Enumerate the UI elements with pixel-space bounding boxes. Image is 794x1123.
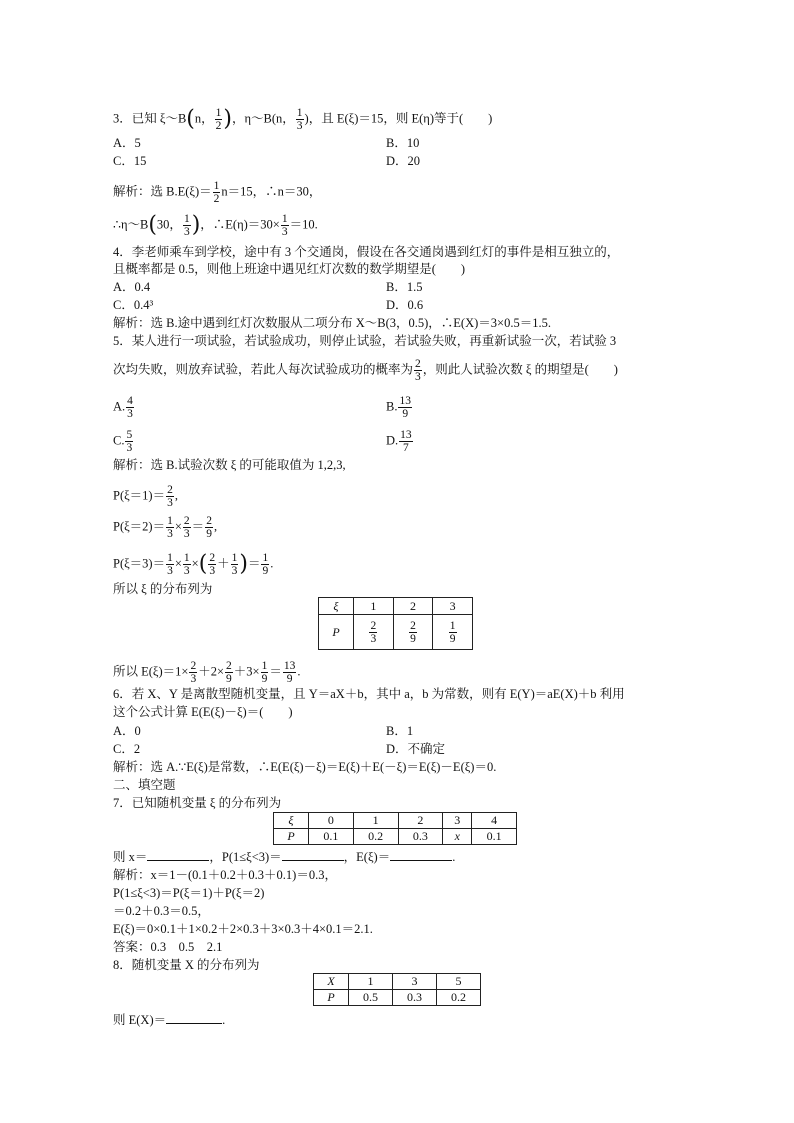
table-cell: 3 <box>443 813 472 829</box>
fraction <box>225 660 233 685</box>
table-row <box>319 615 473 650</box>
fraction <box>296 107 304 132</box>
text: , <box>174 488 178 503</box>
frac-den: 9 <box>449 632 456 645</box>
frac-den: 3 <box>209 565 216 577</box>
frac-num: 4 <box>127 395 133 407</box>
frac-den: 3 <box>370 632 377 645</box>
frac-den: 9 <box>261 673 268 685</box>
paren-open: ( <box>148 212 157 238</box>
table-cell: 4 <box>472 813 517 829</box>
frac-num: 1 <box>449 619 456 632</box>
table-cell <box>393 615 433 650</box>
q5-option-d <box>386 429 414 454</box>
paren-open: ( <box>198 551 208 577</box>
table-cell: 3 <box>393 974 437 990</box>
frac-num: 2 <box>410 619 416 632</box>
table-cell: 5 <box>437 974 481 990</box>
table-cell: 0.5 <box>349 990 393 1006</box>
q5-option-b <box>386 395 413 420</box>
q7-solution-2: P(1≤ξ<3)＝P(ξ＝1)＋P(ξ＝2) <box>113 886 265 900</box>
text: ，P(1≤ξ<3)＝ <box>209 850 282 864</box>
fraction <box>205 515 213 540</box>
fraction <box>281 213 289 238</box>
table-cell: 1 <box>353 813 398 829</box>
frac-num: 1 <box>262 552 269 564</box>
q4-stem-line2: 且概率都是 0.5，则他上班途中遇见红灯次数的数学期望是( ) <box>113 262 466 276</box>
frac-num: 1 <box>183 552 190 564</box>
frac-den: 3 <box>183 226 190 238</box>
q6-stem-line1: 6．若 X、Y 是离散型随机变量，且 Y＝aX＋b，其中 a，b 为常数，则有 E(Y)＝aE(X)＋b 利用 <box>113 687 625 701</box>
text: 解析：选 B.E(ξ)＝ <box>113 184 212 199</box>
q5-p3 <box>113 552 273 577</box>
fraction <box>398 395 412 420</box>
text: , <box>213 519 218 534</box>
q5-p2 <box>113 515 217 540</box>
table-header-cell <box>274 813 309 829</box>
text: . <box>222 1013 226 1027</box>
paren-close: ) <box>223 106 232 132</box>
table-cell: 0.1 <box>472 829 517 845</box>
text: 30， <box>156 217 182 232</box>
q3-stem-b: ，η～B(n， <box>232 111 295 126</box>
fraction <box>261 660 269 685</box>
text: X <box>327 974 335 988</box>
table-row <box>314 990 481 1006</box>
table-header-cell <box>314 990 349 1006</box>
text: ＋ <box>217 556 230 571</box>
frac-num: 1 <box>296 107 303 119</box>
frac-den: 9 <box>206 528 212 540</box>
q7-stem: 7．已知随机变量 ξ 的分布列为 <box>113 796 282 810</box>
frac-den: 3 <box>415 371 421 383</box>
text: × <box>174 519 182 534</box>
table-cell: 1 <box>354 598 394 615</box>
text: × <box>174 556 182 571</box>
frac-num: 2 <box>167 484 173 496</box>
table-cell: 2 <box>393 598 433 615</box>
q4-option-d: D．0.6 <box>386 298 424 312</box>
q3-solution-1 <box>113 180 321 205</box>
answer-blank[interactable] <box>147 849 209 861</box>
fraction <box>125 429 133 454</box>
q5-p1 <box>113 484 178 509</box>
text: ＋3× <box>233 664 260 679</box>
q4-solution: 解析：选 B.途中遇到红灯次数服从二项分布 X～B(3，0.5)，∴E(X)＝3×0.5＝1.5. <box>113 316 551 330</box>
frac-num: 1 <box>183 213 190 225</box>
frac-den: 9 <box>410 632 416 645</box>
q3-stem-c: )，且 E(ξ)＝15，则 E(η)等于( ) <box>304 111 493 126</box>
text: n＝15，∴n＝30， <box>221 184 322 199</box>
paren-close: ) <box>191 212 201 238</box>
q5-distribution-table <box>318 597 473 650</box>
table-cell: 0.2 <box>437 990 481 1006</box>
fraction <box>399 429 413 454</box>
text: P(ξ＝3)＝ <box>113 556 166 571</box>
fraction <box>215 107 223 132</box>
q6-option-c: C．2 <box>113 742 141 756</box>
fraction <box>261 552 269 577</box>
text: ＋2× <box>198 664 225 679</box>
frac-num: 2 <box>226 660 232 672</box>
text: ，∴E(η)＝30× <box>200 217 280 232</box>
q6-stem-line2: 这个公式计算 E(E(ξ)－ξ)＝( ) <box>113 705 293 719</box>
text: ＝ <box>269 664 282 679</box>
fraction <box>183 213 191 238</box>
frac-den: 9 <box>286 673 293 685</box>
frac-num: 1 <box>231 552 238 564</box>
frac-den: 3 <box>296 120 303 132</box>
text: ，则此人试验次数 ξ 的期望是( ) <box>422 362 618 377</box>
frac-den: 7 <box>403 442 409 454</box>
frac-num: 5 <box>126 429 133 441</box>
frac-den: 3 <box>127 408 133 420</box>
q3-stem-n: n， <box>194 111 214 126</box>
q7-distribution-table <box>273 812 517 845</box>
fraction <box>166 552 174 577</box>
table-row <box>314 974 481 990</box>
table-cell: 2 <box>398 813 443 829</box>
table-cell: 3 <box>433 598 473 615</box>
q6-option-b: B．1 <box>386 724 414 738</box>
text: B. <box>386 399 398 414</box>
fraction <box>183 515 191 540</box>
fraction <box>231 552 239 577</box>
q5-stem-line1: 5．某人进行一项试验，若试验成功，则停止试验，若试验失败，再重新试验一次，若试验 3 <box>113 334 617 348</box>
q8-question <box>113 1012 225 1028</box>
frac-num: 13 <box>400 429 412 441</box>
q7-solution-1: 解析：x＝1－(0.1＋0.2＋0.3＋0.1)＝0.3， <box>113 868 337 882</box>
q8-distribution-table <box>313 973 481 1006</box>
fraction <box>166 515 174 540</box>
frac-num: 2 <box>415 358 421 370</box>
table-row <box>319 598 473 615</box>
q6-option-d: D．不确定 <box>386 742 446 756</box>
q7-question <box>113 849 455 865</box>
table-cell: 0 <box>309 813 354 829</box>
frac-den: 3 <box>167 528 173 540</box>
fraction <box>213 180 221 205</box>
text: x <box>454 829 460 843</box>
text: . <box>452 850 456 864</box>
text: ξ <box>333 598 339 613</box>
table-header-cell <box>314 974 349 990</box>
frac-den: 3 <box>167 565 173 577</box>
table-cell: 1 <box>349 974 393 990</box>
q5-option-c <box>113 429 134 454</box>
q6-option-a: A．0 <box>113 724 141 738</box>
frac-num: 1 <box>167 515 173 527</box>
q3-stem <box>113 107 492 132</box>
q4-option-a: A．0.4 <box>113 280 151 294</box>
frac-num: 13 <box>399 395 411 407</box>
fraction <box>369 620 377 645</box>
text: . <box>297 664 301 679</box>
table-cell <box>433 615 473 650</box>
fraction <box>183 552 191 577</box>
frac-den: 3 <box>183 528 190 540</box>
frac-den: 9 <box>262 565 269 577</box>
frac-num: 1 <box>261 660 268 672</box>
text: A. <box>113 399 126 414</box>
q5-option-a <box>113 395 135 420</box>
text: 则 E(X)＝ <box>113 1013 167 1027</box>
fraction <box>208 552 216 577</box>
answer-blank[interactable] <box>282 849 344 861</box>
frac-den: 3 <box>183 565 190 577</box>
frac-den: 2 <box>213 193 220 205</box>
frac-den: 3 <box>231 565 238 577</box>
table-header-cell <box>274 829 309 845</box>
table-header-cell <box>319 615 354 650</box>
q4-option-b: B．1.5 <box>386 280 423 294</box>
q4-option-c: C．0.4³ <box>113 298 154 312</box>
text: P <box>332 624 340 639</box>
q8-stem: 8．随机变量 X 的分布列为 <box>113 958 260 972</box>
paren-open: ( <box>186 106 195 132</box>
q5-distribution-intro: 所以 ξ 的分布列为 <box>113 582 213 596</box>
fraction <box>409 620 417 645</box>
text: ＝ <box>247 556 261 571</box>
q3-option-a: A．5 <box>113 136 141 150</box>
text: P <box>287 829 295 843</box>
frac-den: 9 <box>226 673 232 685</box>
text: × <box>191 556 199 571</box>
text: D. <box>386 433 399 448</box>
table-header-cell <box>319 598 354 615</box>
fraction <box>166 484 174 509</box>
frac-num: 2 <box>370 619 377 632</box>
table-cell: 0.3 <box>398 829 443 845</box>
frac-den: 3 <box>281 226 288 238</box>
fraction <box>126 395 134 420</box>
q7-answer: 答案：0.3 0.5 2.1 <box>113 940 223 954</box>
text: P <box>327 990 335 1004</box>
table-row <box>274 813 517 829</box>
q6-solution: 解析：选 A.∵E(ξ)是常数，∴E(E(ξ)－ξ)＝E(ξ)＋E(－ξ)＝E(ξ)－E(ξ)＝0. <box>113 760 497 774</box>
fraction <box>449 620 457 645</box>
frac-num: 13 <box>283 660 296 672</box>
q7-solution-4: E(ξ)＝0×0.1＋1×0.2＋2×0.3＋3×0.3＋4×0.1＝2.1. <box>113 922 373 936</box>
frac-den: 3 <box>167 497 173 509</box>
frac-num: 2 <box>206 515 212 527</box>
section-heading: 二、填空题 <box>113 778 176 792</box>
q4-stem-line1: 4．李老师乘车到学校，途中有 3 个交通岗，假设在各交通岗遇到红灯的事件是相互独立的， <box>113 245 620 259</box>
frac-num: 1 <box>167 552 173 564</box>
text: ξ <box>288 813 294 827</box>
text: 所以 E(ξ)＝1× <box>113 664 189 679</box>
q7-solution-3: ＝0.2＋0.3＝0.5， <box>113 904 210 918</box>
q3-solution-2 <box>113 213 318 238</box>
text: ，E(ξ)＝ <box>343 850 391 864</box>
text: ＝10. <box>289 217 318 232</box>
frac-num: 2 <box>190 660 197 672</box>
table-cell: 0.2 <box>353 829 398 845</box>
table-cell <box>354 615 394 650</box>
frac-num: 2 <box>209 552 216 564</box>
q3-option-b: B．10 <box>386 136 420 150</box>
fraction <box>414 358 422 383</box>
answer-blank[interactable] <box>166 1012 222 1024</box>
paren-close: ) <box>239 551 248 577</box>
frac-den: 9 <box>402 408 409 420</box>
table-row <box>274 829 517 845</box>
text: ∴η～B <box>113 217 149 232</box>
q5-solution-intro: 解析：选 B.试验次数 ξ 的可能取值为 1,2,3, <box>113 458 346 472</box>
text: 则 x＝ <box>113 850 148 864</box>
fraction <box>189 660 197 685</box>
table-cell <box>443 829 472 845</box>
frac-den: 3 <box>190 673 197 685</box>
fraction <box>283 660 297 685</box>
q3-option-d: D．20 <box>386 154 421 168</box>
q3-option-c: C．15 <box>113 154 147 168</box>
text: P(ξ＝1)＝ <box>113 488 166 503</box>
text: . <box>270 556 274 571</box>
frac-num: 1 <box>213 180 220 192</box>
table-cell: 0.3 <box>393 990 437 1006</box>
q5-expectation <box>113 660 300 685</box>
text: 次均失败，则放弃试验，若此人每次试验成功的概率为 <box>113 362 414 377</box>
frac-num: 2 <box>183 515 190 527</box>
answer-blank[interactable] <box>390 849 452 861</box>
frac-num: 1 <box>215 107 222 119</box>
text: C. <box>113 433 125 448</box>
table-cell: 0.1 <box>309 829 354 845</box>
frac-den: 2 <box>215 120 222 132</box>
text: ＝ <box>191 519 205 534</box>
frac-num: 1 <box>281 213 288 225</box>
q3-stem-a: 3．已知 ξ～B <box>113 111 187 126</box>
text: P(ξ＝2)＝ <box>113 519 166 534</box>
q5-stem-line2 <box>113 358 618 383</box>
frac-den: 3 <box>126 442 133 454</box>
